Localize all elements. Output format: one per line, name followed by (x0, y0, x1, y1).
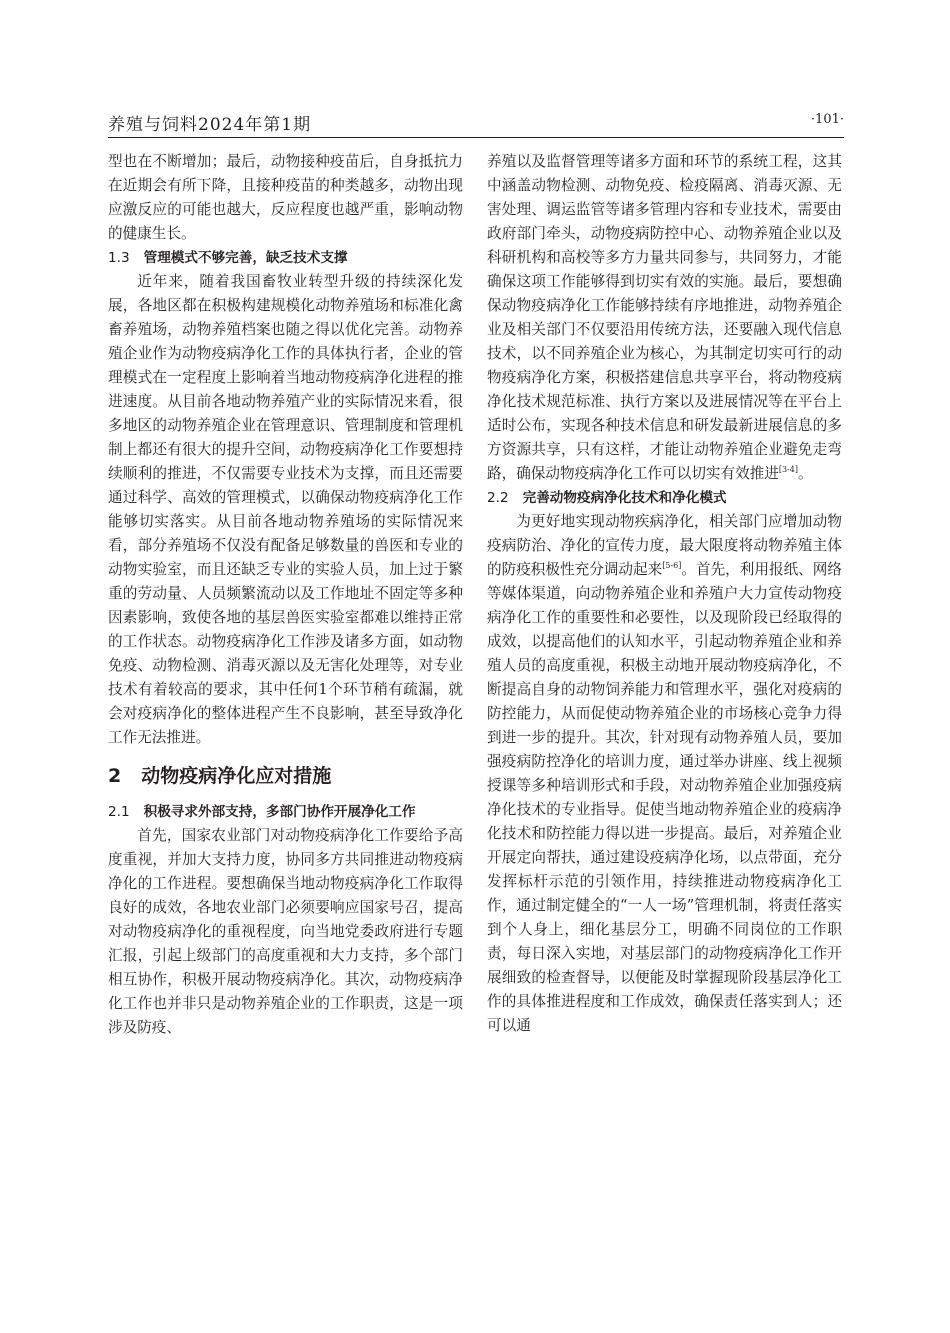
paragraph-continued (487, 150, 842, 486)
citation: [5-6] (662, 561, 682, 571)
paragraph (487, 510, 842, 1038)
paragraph-text: 为更好地实现动物疾病净化，相关部门应增加动物疫病防治、净化的宣传力度，最大限度将动物养殖主体的防疫积极性充分调动起来 (487, 513, 842, 578)
chapter-heading-2 (108, 762, 463, 790)
journal-title: 养殖与饲料2024年第1期 (108, 115, 312, 135)
paragraph-text: 养殖以及监督管理等诸多方面和环节的系统工程，这其中涵盖动物检测、动物免疫、检疫隔离、消毒灭源、无害处理、调运监管等诸多管理内容和专业技术，需要由政府部门牵头，动物疫病防控中心、动物养殖企业以及科研机构和高校等多方力量共同参与，共同努力，才能确保这项工作能够得到切实有效的实施。最后，要想确保动物疫病净化工作能够持续有序地推进，动物养殖企业及相关部门不仅要沿用传统方法，还要融入现代信息技术，以不同养殖企业为核心，为其制定切实可行的动物疫病净化方案，积极搭建信息共享平台，将动物疫病净化技术规范标准、执行方案以及进展情况等在平台上适时公布，实现各种技术信息和研发最新进展信息的多方资源共享，只有这样，才能让动物养殖企业避免走弯路，确保动物疫病净化工作可以切实有效推进 (487, 153, 842, 482)
paragraph-continued: 型也在不断增加；最后，动物接种疫苗后，自身抵抗力在近期会有所下降，且接种疫苗的种类越多，动物出现应激反应的可能也越大，反应程度也越严重，影响动物的健康生长。 (108, 153, 463, 242)
chapter-title: 动物疫病净化应对措施 (141, 765, 332, 787)
section-number: 2.2 (487, 490, 509, 506)
section-title: 完善动物疫病净化技术和净化模式 (522, 490, 727, 506)
section-heading-2-1 (108, 800, 463, 824)
section-number: 2.1 (108, 804, 130, 820)
section-heading-2-2 (487, 486, 842, 510)
page-number: ·101· (810, 112, 844, 127)
paragraph-text: 。 (798, 465, 813, 482)
section-title: 积极寻求外部支持，多部门协作开展净化工作 (143, 804, 416, 820)
header-rule (108, 137, 844, 138)
section-title: 管理模式不够完善，缺乏技术支撑 (143, 250, 348, 266)
paragraph: 首先，国家农业部门对动物疫病净化工作要给予高度重视，并加大支持力度，协同多方共同推进动物疫病净化的工作进程。要想确保当地动物疫病净化工作取得良好的成效，各地农业部门必须要响应国家号召，提高对动物疫病净化的重视程度，向当地党委政府进行专题汇报，引起上级部门的高度重视和大力支持，多个部门相互协作，积极开展动物疫病净化。其次，动物疫病净化工作也并非只是动物养殖企业的工作职责，这是一项涉及防疫、 (108, 827, 463, 1036)
citation: [3-4] (778, 465, 799, 475)
paragraph: 近年来，随着我国畜牧业转型升级的持续深化发展，各地区都在积极构建规模化动物养殖场和标准化禽畜养殖场，动物养殖档案也随之得以优化完善。动物养殖企业作为动物疫病净化工作的具体执行者，企业的管理模式在一定程度上影响着当地动物疫病净化进程的推进速度。从目前各地动物养殖产业的实际情况来看，很多地区的动物养殖企业在管理意识、管理制度和管理机制上都还有很大的提升空间，动物疫病净化工作要想持续顺利的推进，不仅需要专业技术为支撑，而且还需要通过科学、高效的管理模式，以确保动物疫病净化工作能够切实落实。从目前各地动物养殖场的实际情况来看，部分养殖场不仅没有配备足够数量的兽医和专业的动物实验室，而且还缺乏专业的实验人员，加上过于繁重的劳动量、人员频繁流动以及工作地址不固定等多种因素影响，致使各地的基层兽医实验室都难以维持正常的工作状态。动物疫病净化工作涉及诸多方面，如动物免疫、动物检测、消毒灭源以及无害化处理等，对专业技术有着较高的要求，其中任何1个环节稍有疏漏，就会对疫病净化的整体进程产生不良影响，甚至导致净化工作无法推进。 (108, 273, 463, 746)
section-heading-1-3 (108, 246, 463, 270)
section-number: 1.3 (108, 250, 130, 266)
paragraph-text: 。首先，利用报纸、网络等媒体渠道，向动物养殖企业和养殖户大力宣传动物疫病净化工作的重要性和必要性，以及现阶段已经取得的成效，以提高他们的认知水平，引起动物养殖企业和养殖人员的高度重视，积极主动地开展动物疫病净化，不断提高自身的动物饲养能力和管理水平，强化对疫病的防控能力，从而促使动物养殖企业的市场核心竞争力得到进一步的提升。其次，针对现有动物养殖人员，要加强疫病防控净化的培训力度，通过举办讲座、线上视频授课等多种培训形式和手段，对动物养殖企业加强疫病净化技术的专业指导。促使当地动物养殖企业的疫病净化技术和防控能力得以进一步提高。最后，对养殖企业开展定向帮扶，通过建设疫病净化场，以点带面，充分发挥标杆示范的引领作用，持续推进动物疫病净化工作，通过制定健全的“一人一场”管理机制，将责任落实到个人身上，细化基层分工，明确不同岗位的工作职责，每日深入实地，对基层部门的动物疫病净化工作开展细致的检查督导，以便能及时掌握现阶段基层净化工作的具体推进程度和工作成效，确保责任落实到人；还可以通 (487, 561, 842, 1034)
running-header (108, 108, 844, 136)
chapter-number: 2 (108, 765, 122, 787)
right-column (487, 150, 842, 1038)
left-column (108, 150, 463, 1040)
